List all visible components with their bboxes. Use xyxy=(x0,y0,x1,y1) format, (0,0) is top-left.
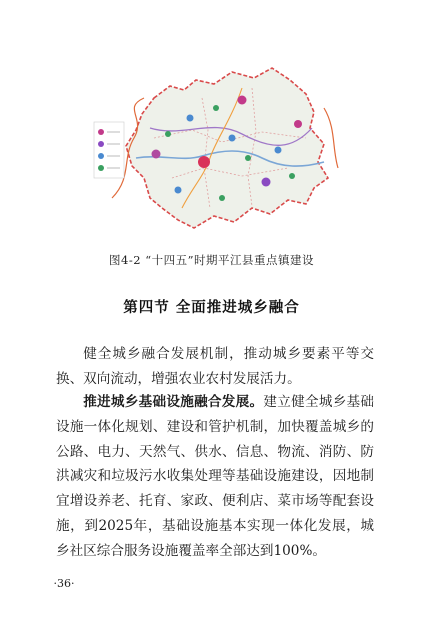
section-heading: 第四节 全面推进城乡融合 xyxy=(123,300,300,316)
legend-symbol xyxy=(98,129,104,135)
key-town-marker xyxy=(187,115,194,122)
key-town-marker xyxy=(165,131,171,137)
key-town-marker xyxy=(275,147,282,154)
legend-symbol xyxy=(98,153,104,159)
paragraph-2 xyxy=(56,390,374,564)
legend-symbol xyxy=(98,165,104,171)
page-number: ·36· xyxy=(53,577,75,590)
key-town-marker xyxy=(213,105,219,111)
key-town-marker xyxy=(262,178,271,187)
key-town-marker xyxy=(289,173,295,179)
paragraph-1-text: 健全城乡融合发展机制，推动城乡要素平等交换、双向流动，增强农业农村发展活力。 xyxy=(56,346,374,387)
key-town-marker xyxy=(229,135,236,142)
county-boundary xyxy=(126,68,328,228)
paragraph-1 xyxy=(56,342,374,392)
key-town-marker xyxy=(294,120,302,128)
town-planning-map xyxy=(92,58,342,243)
key-town-marker xyxy=(152,150,161,159)
paragraph-2-text: 建立健全城乡基础设施一体化规划、建设和管护机制，加快覆盖城乡的公路、电力、天然气、供水、信息、物流、消防、防洪减灾和垃圾污水收集处理等基础设施建设，因地制宜增设养老、托育、家政、便利店、菜市场等配套设施，到2025年，基础设施基本实现一体化发展，城乡社区综合服务设施覆盖率全部达到100%。 xyxy=(56,394,375,559)
key-town-marker xyxy=(245,155,251,161)
figure-caption: 图4-2 “十四五”时期平江县重点镇建设 xyxy=(109,253,314,267)
map-legend xyxy=(94,122,124,178)
paragraph-2-lead: 推进城乡基础设施融合发展。 xyxy=(83,394,264,410)
key-town-marker xyxy=(219,195,225,201)
key-town-marker xyxy=(238,96,247,105)
county-seat-marker xyxy=(198,156,210,168)
key-town-marker xyxy=(175,187,182,194)
legend-symbol xyxy=(98,141,104,147)
